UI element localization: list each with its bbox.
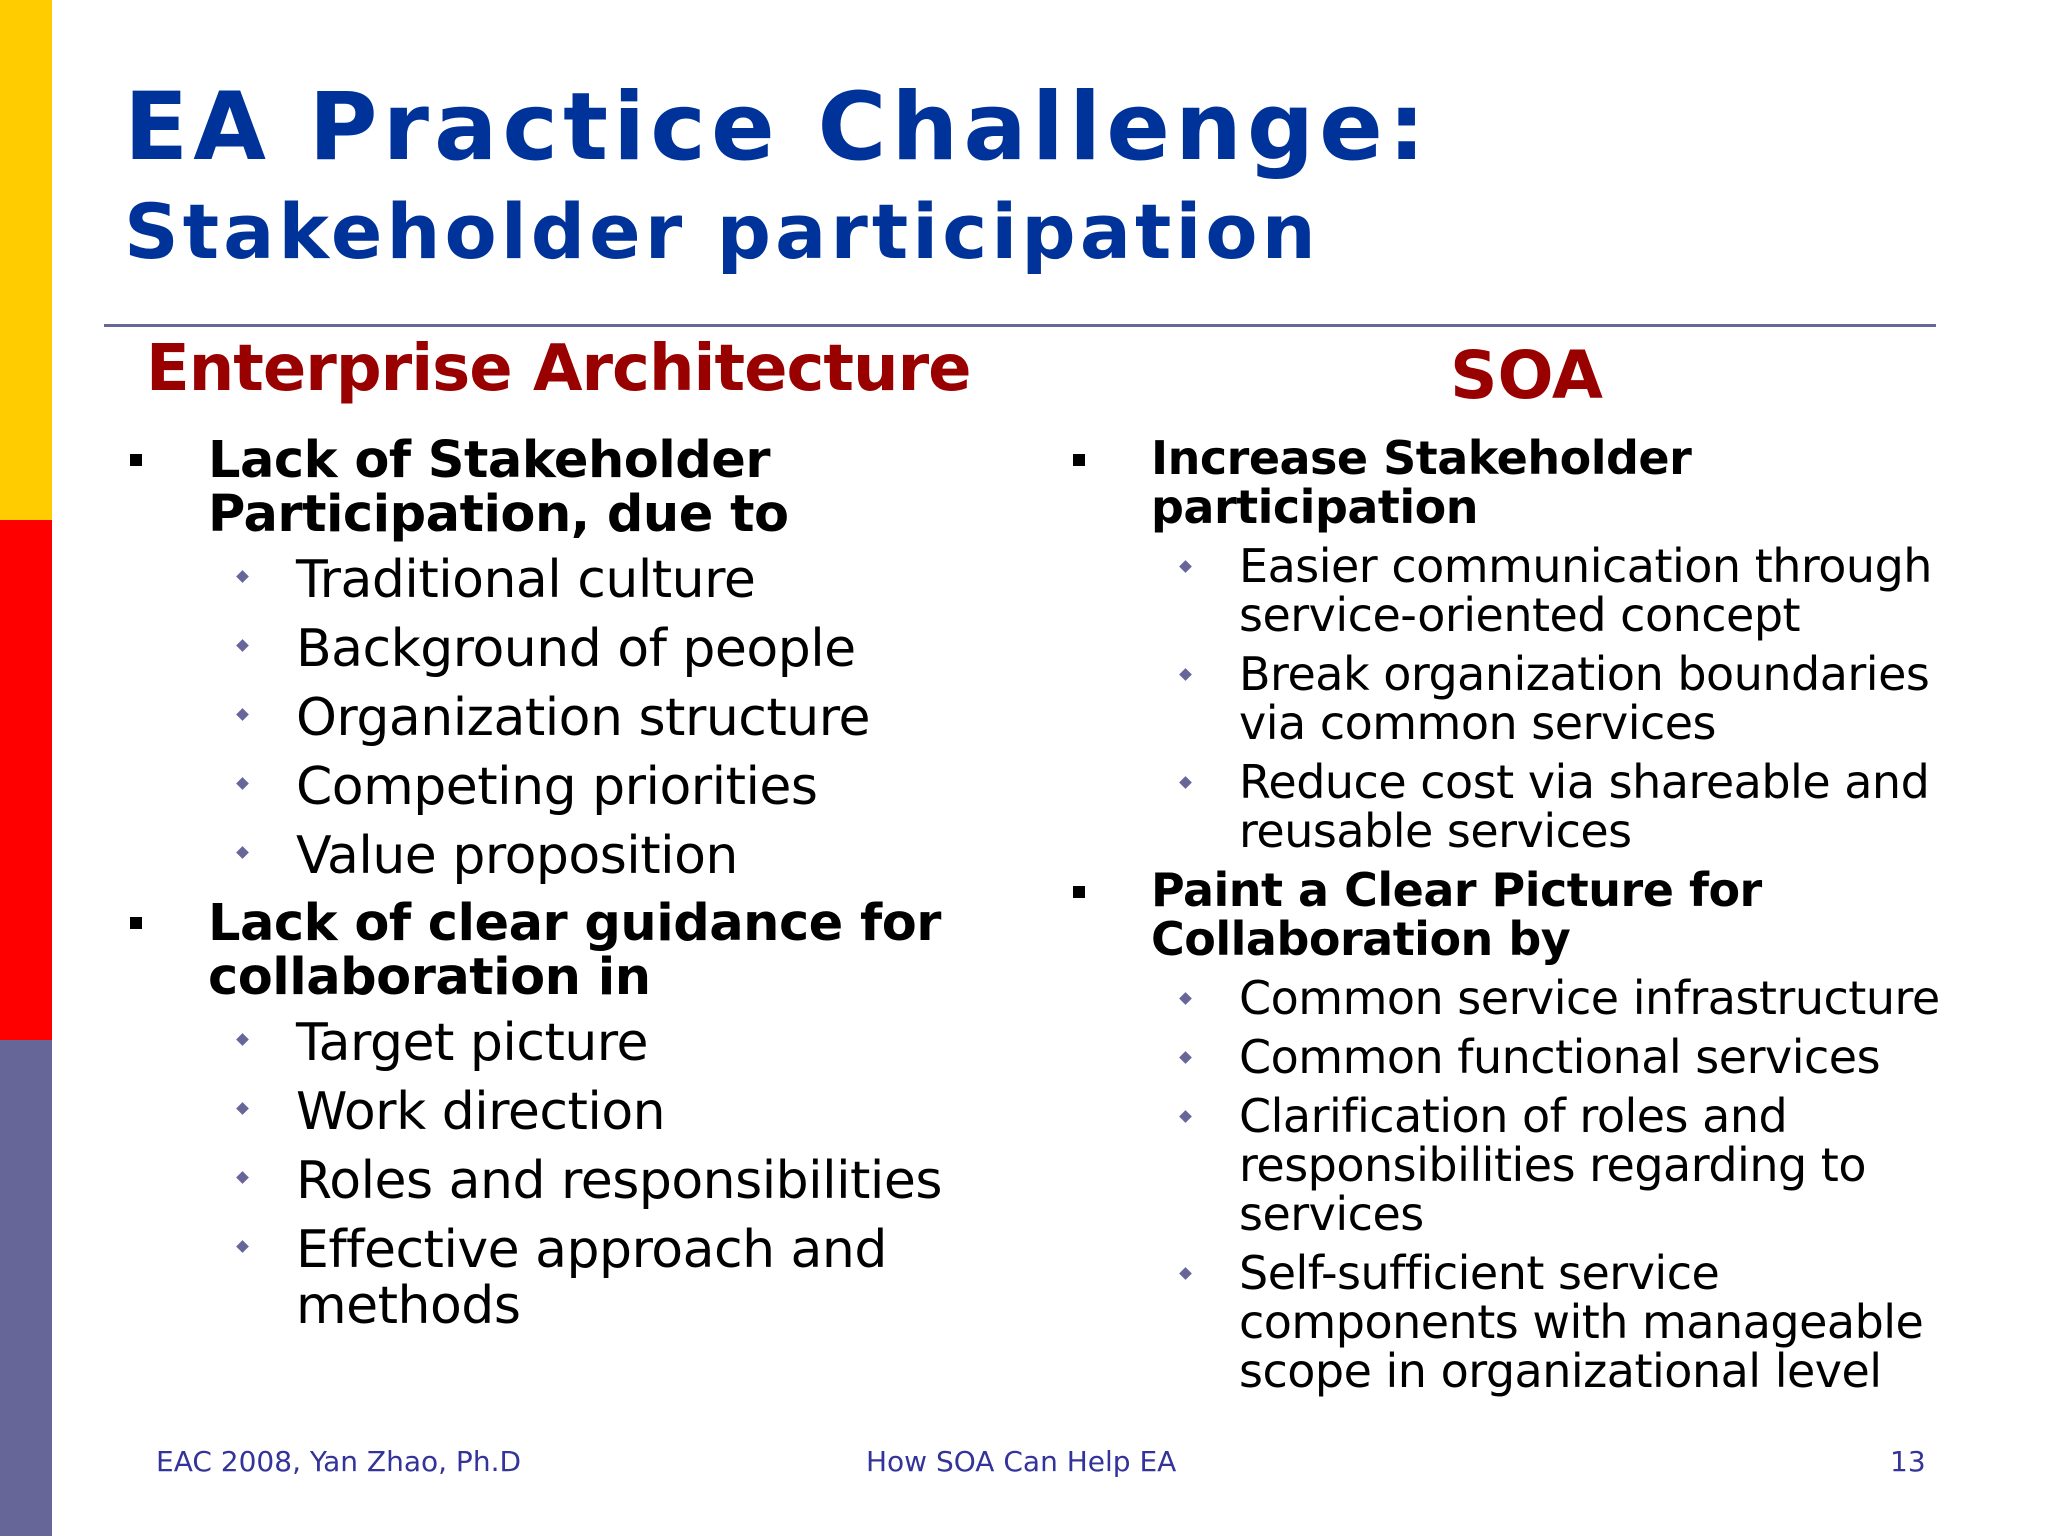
sub-bullet-text: Work direction — [296, 1082, 666, 1142]
footer-author: EAC 2008, Yan Zhao, Ph.D — [156, 1445, 522, 1478]
sub-bullet-item — [1151, 1089, 1963, 1241]
sub-bullet-item — [208, 1084, 980, 1140]
title-divider — [104, 324, 1936, 327]
sub-bullet-list — [208, 1015, 980, 1334]
sub-bullet-item — [1151, 1030, 1963, 1084]
footer-presentation-title: How SOA Can Help EA — [866, 1445, 1177, 1478]
sub-bullet-text: Break organization boundaries via common services — [1239, 647, 1930, 750]
square-bullet-icon — [1073, 454, 1085, 466]
sub-bullet-item — [1151, 971, 1963, 1025]
diamond-bullet-icon — [236, 639, 249, 652]
diamond-bullet-icon — [1179, 1110, 1192, 1123]
bullet-text: Lack of clear guidance for collaboration in — [208, 894, 941, 1007]
sub-bullet-text: Common functional services — [1239, 1030, 1881, 1084]
diamond-bullet-icon — [236, 1171, 249, 1184]
diamond-bullet-icon — [1179, 668, 1192, 681]
sub-bullet-item — [208, 552, 980, 608]
sub-bullet-text: Value proposition — [296, 826, 738, 886]
bullet-item — [1063, 431, 1963, 858]
diamond-bullet-icon — [236, 1240, 249, 1253]
sub-bullet-text: Reduce cost via shareable and reusable services — [1239, 755, 1930, 858]
sub-bullet-text: Common service infrastructure — [1239, 971, 1940, 1025]
slide-subtitle: Stakeholder participation — [124, 187, 1320, 276]
sub-bullet-item — [1151, 647, 1963, 750]
diamond-bullet-icon — [236, 846, 249, 859]
bullet-text: Increase Stakeholder participation — [1151, 431, 1692, 534]
sub-bullet-text: Background of people — [296, 619, 856, 679]
sub-bullet-list — [1151, 539, 1963, 858]
diamond-bullet-icon — [236, 777, 249, 790]
diamond-bullet-icon — [236, 708, 249, 721]
diamond-bullet-icon — [1179, 776, 1192, 789]
bullet-item — [120, 431, 980, 886]
sub-bullet-item — [208, 690, 980, 746]
sub-bullet-list — [208, 552, 980, 884]
diamond-bullet-icon — [1179, 1267, 1192, 1280]
sub-bullet-text: Effective approach and methods — [296, 1220, 887, 1336]
bullet-item — [120, 894, 980, 1336]
sub-bullet-item — [1151, 539, 1963, 642]
left-column-list — [120, 431, 980, 1347]
sub-bullet-item — [1151, 1246, 1963, 1398]
sub-bullet-item — [208, 828, 980, 884]
slide-title: EA Practice Challenge: — [124, 73, 1431, 182]
sub-bullet-text: Traditional culture — [296, 550, 756, 610]
diamond-bullet-icon — [1179, 560, 1192, 573]
sub-bullet-text: Competing priorities — [296, 757, 818, 817]
sub-bullet-item — [208, 621, 980, 677]
sub-bullet-text: Clarification of roles and responsibilities regarding to services — [1239, 1089, 1866, 1241]
left-column-heading: Enterprise Architecture — [146, 332, 971, 406]
square-bullet-icon — [130, 917, 142, 929]
sub-bullet-text: Organization structure — [296, 688, 870, 748]
sub-bullet-list — [1151, 971, 1963, 1398]
sub-bullet-item — [208, 759, 980, 815]
square-bullet-icon — [1073, 886, 1085, 898]
bullet-item — [1063, 863, 1963, 1398]
diamond-bullet-icon — [1179, 1051, 1192, 1064]
sub-bullet-item — [208, 1153, 980, 1209]
sub-bullet-text: Self-sufficient service components with manageable scope in organizational level — [1239, 1246, 1924, 1398]
accent-stripe-yellow — [0, 0, 52, 520]
diamond-bullet-icon — [236, 570, 249, 583]
accent-stripe-blue — [0, 1040, 52, 1536]
right-column-heading: SOA — [1450, 337, 1603, 414]
diamond-bullet-icon — [1179, 992, 1192, 1005]
sub-bullet-item — [1151, 755, 1963, 858]
bullet-text: Paint a Clear Picture for Collaboration by — [1151, 863, 1762, 966]
bullet-text: Lack of Stakeholder Participation, due to — [208, 431, 789, 544]
diamond-bullet-icon — [236, 1102, 249, 1115]
square-bullet-icon — [130, 454, 142, 466]
sub-bullet-text: Target picture — [296, 1013, 649, 1073]
page-number: 13 — [1890, 1445, 1926, 1478]
sub-bullet-text: Easier communication through service-oriented concept — [1239, 539, 1932, 642]
sub-bullet-text: Roles and responsibilities — [296, 1151, 942, 1211]
sub-bullet-item — [208, 1015, 980, 1071]
accent-stripe-red — [0, 520, 52, 1040]
diamond-bullet-icon — [236, 1033, 249, 1046]
right-column-list — [1063, 431, 1963, 1406]
sub-bullet-item — [208, 1222, 980, 1334]
